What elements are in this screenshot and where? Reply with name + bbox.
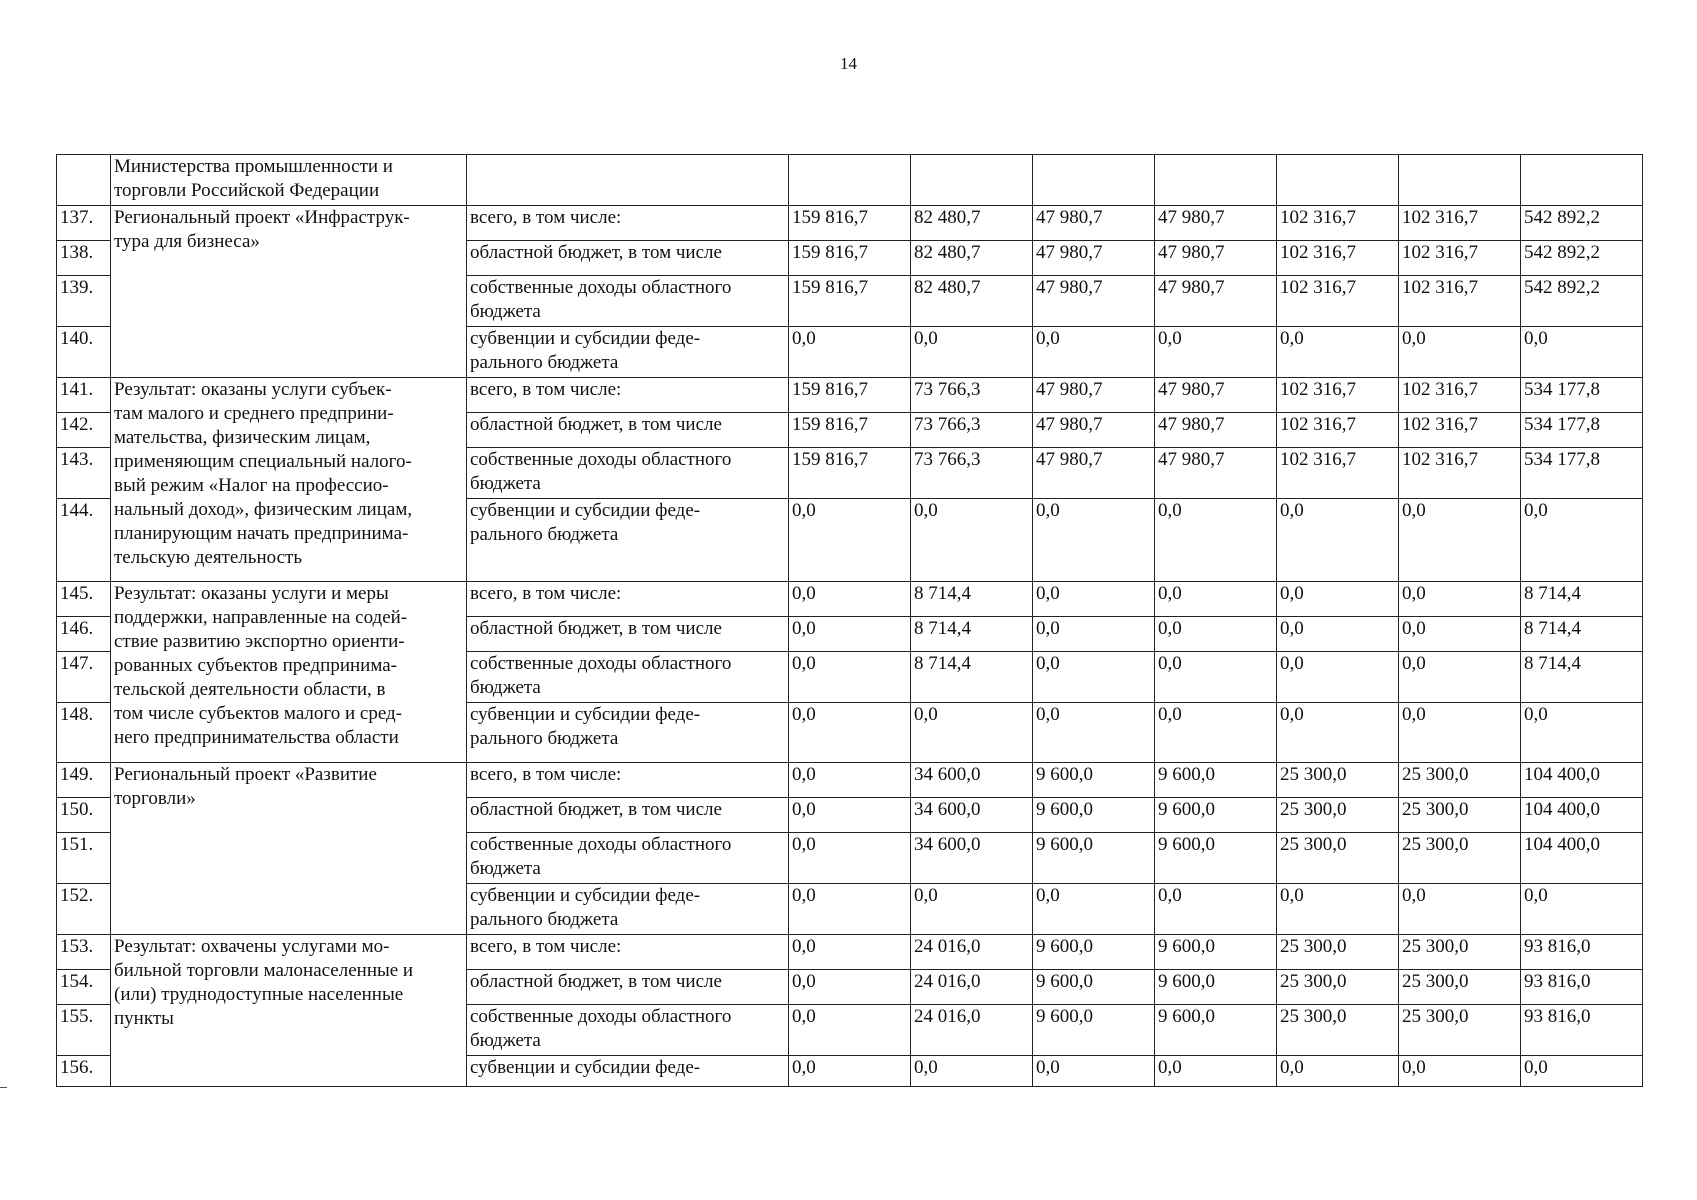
amount-cell: 25 300,0 <box>1277 1005 1399 1056</box>
item-name-cell <box>111 582 467 763</box>
text-line: мательства, физическим лицам, <box>114 427 371 448</box>
amount-cell: 0,0 <box>789 833 911 884</box>
amount-cell: 9 600,0 <box>1155 935 1277 970</box>
text-line: вый режим «Налог на профессио- <box>114 475 389 496</box>
amount-cell: 102 316,7 <box>1277 241 1399 276</box>
text-line: тура для бизнеса» <box>114 231 260 252</box>
amount-cell: 47 980,7 <box>1155 448 1277 499</box>
funding-type-cell <box>467 652 789 703</box>
text-line: рального бюджета <box>470 352 619 373</box>
text-line: субвенции и субсидии феде- <box>470 500 701 521</box>
amount-cell: 102 316,7 <box>1277 206 1399 241</box>
amount-cell: 47 980,7 <box>1155 378 1277 413</box>
empty-cell <box>1521 155 1643 206</box>
amount-cell: 0,0 <box>1399 582 1521 617</box>
table-row <box>57 763 1643 798</box>
funding-type-cell <box>467 206 789 241</box>
amount-cell: 25 300,0 <box>1399 1005 1521 1056</box>
amount-cell: 47 980,7 <box>1033 241 1155 276</box>
text-line: всего, в том числе: <box>470 379 622 400</box>
amount-cell: 9 600,0 <box>1155 970 1277 1005</box>
row-number: 141. <box>57 378 111 413</box>
table-body <box>57 155 1643 1087</box>
amount-cell: 8 714,4 <box>911 617 1033 652</box>
amount-cell: 47 980,7 <box>1033 413 1155 448</box>
amount-cell: 0,0 <box>1155 617 1277 652</box>
item-name-cell <box>111 378 467 582</box>
amount-cell: 0,0 <box>911 499 1033 582</box>
amount-cell: 0,0 <box>1155 652 1277 703</box>
amount-cell: 102 316,7 <box>1277 448 1399 499</box>
amount-cell: 102 316,7 <box>1277 276 1399 327</box>
amount-cell: 0,0 <box>1399 703 1521 763</box>
amount-cell: 0,0 <box>1399 652 1521 703</box>
amount-cell: 0,0 <box>1277 1056 1399 1087</box>
amount-cell: 102 316,7 <box>1399 413 1521 448</box>
row-number: 150. <box>57 798 111 833</box>
text-line: него предпринимательства области <box>114 727 399 748</box>
amount-cell: 0,0 <box>1399 1056 1521 1087</box>
funding-type-cell <box>467 884 789 935</box>
amount-cell: 24 016,0 <box>911 1005 1033 1056</box>
text-line: Региональный проект «Развитие <box>114 764 377 785</box>
amount-cell: 0,0 <box>789 935 911 970</box>
amount-cell: 25 300,0 <box>1277 935 1399 970</box>
amount-cell: 73 766,3 <box>911 378 1033 413</box>
text-line: собственные доходы областного <box>470 653 732 674</box>
amount-cell: 34 600,0 <box>911 833 1033 884</box>
amount-cell: 34 600,0 <box>911 798 1033 833</box>
text-line: бюджета <box>470 473 541 494</box>
text-line: Результат: оказаны услуги и меры <box>114 583 389 604</box>
funding-type-cell <box>467 798 789 833</box>
amount-cell: 25 300,0 <box>1277 763 1399 798</box>
amount-cell: 159 816,7 <box>789 276 911 327</box>
text-line: собственные доходы областного <box>470 1006 732 1027</box>
margin-mark <box>0 1087 7 1088</box>
amount-cell: 9 600,0 <box>1155 833 1277 884</box>
amount-cell: 25 300,0 <box>1277 833 1399 884</box>
funding-type-cell <box>467 276 789 327</box>
empty-cell <box>1277 155 1399 206</box>
amount-cell: 73 766,3 <box>911 413 1033 448</box>
amount-cell: 0,0 <box>1033 703 1155 763</box>
amount-cell: 0,0 <box>1033 582 1155 617</box>
text-line: рального бюджета <box>470 524 619 545</box>
text-line: пункты <box>114 1008 174 1029</box>
row-number: 154. <box>57 970 111 1005</box>
amount-cell: 0,0 <box>789 1056 911 1087</box>
row-number: 144. <box>57 499 111 582</box>
amount-cell: 93 816,0 <box>1521 1005 1643 1056</box>
row-number: 149. <box>57 763 111 798</box>
amount-cell: 73 766,3 <box>911 448 1033 499</box>
empty-cell <box>1399 155 1521 206</box>
amount-cell: 47 980,7 <box>1033 378 1155 413</box>
text-line: бюджета <box>470 301 541 322</box>
amount-cell: 9 600,0 <box>1155 798 1277 833</box>
table-row <box>57 935 1643 970</box>
text-line: областной бюджет, в том числе <box>470 618 722 639</box>
text-line: бюджета <box>470 677 541 698</box>
text-line: Результат: оказаны услуги субъек- <box>114 379 392 400</box>
amount-cell: 0,0 <box>1521 1056 1643 1087</box>
row-number: 155. <box>57 1005 111 1056</box>
text-line: собственные доходы областного <box>470 834 732 855</box>
amount-cell: 9 600,0 <box>1033 763 1155 798</box>
amount-cell: 25 300,0 <box>1399 798 1521 833</box>
amount-cell: 0,0 <box>1155 1056 1277 1087</box>
amount-cell: 25 300,0 <box>1277 798 1399 833</box>
amount-cell: 24 016,0 <box>911 970 1033 1005</box>
text-line: областной бюджет, в том числе <box>470 799 722 820</box>
amount-cell: 9 600,0 <box>1155 1005 1277 1056</box>
funding-type-cell <box>467 378 789 413</box>
text-line: субвенции и субсидии феде- <box>470 885 701 906</box>
amount-cell: 102 316,7 <box>1399 276 1521 327</box>
text-line: рального бюджета <box>470 728 619 749</box>
amount-cell: 25 300,0 <box>1399 935 1521 970</box>
amount-cell: 93 816,0 <box>1521 935 1643 970</box>
text-line: там малого и среднего предприни- <box>114 403 394 424</box>
amount-cell: 542 892,2 <box>1521 206 1643 241</box>
row-number: 142. <box>57 413 111 448</box>
amount-cell: 0,0 <box>911 327 1033 378</box>
row-number: 143. <box>57 448 111 499</box>
amount-cell: 47 980,7 <box>1033 448 1155 499</box>
funding-type-cell <box>467 970 789 1005</box>
row-number: 138. <box>57 241 111 276</box>
amount-cell: 102 316,7 <box>1399 206 1521 241</box>
amount-cell: 8 714,4 <box>911 652 1033 703</box>
text-line: областной бюджет, в том числе <box>470 971 722 992</box>
text-line: рального бюджета <box>470 909 619 930</box>
amount-cell: 159 816,7 <box>789 448 911 499</box>
row-number: 152. <box>57 884 111 935</box>
amount-cell: 0,0 <box>1277 327 1399 378</box>
text-line: областной бюджет, в том числе <box>470 242 722 263</box>
amount-cell: 93 816,0 <box>1521 970 1643 1005</box>
row-number: 145. <box>57 582 111 617</box>
continuation-row <box>57 155 1643 206</box>
text-line: всего, в том числе: <box>470 936 622 957</box>
amount-cell: 9 600,0 <box>1155 763 1277 798</box>
amount-cell: 0,0 <box>1033 1056 1155 1087</box>
amount-cell: 25 300,0 <box>1399 833 1521 884</box>
table-row <box>57 206 1643 241</box>
amount-cell: 0,0 <box>1033 617 1155 652</box>
funding-type-cell <box>467 241 789 276</box>
amount-cell: 47 980,7 <box>1155 241 1277 276</box>
amount-cell: 0,0 <box>1033 652 1155 703</box>
text-line: бильной торговли малонаселенные и <box>114 960 414 981</box>
amount-cell: 102 316,7 <box>1399 448 1521 499</box>
text-line: поддержки, направленные на содей- <box>114 607 408 628</box>
text-line: областной бюджет, в том числе <box>470 414 722 435</box>
text-line: планирующим начать предпринима- <box>114 523 409 544</box>
amount-cell: 0,0 <box>789 617 911 652</box>
amount-cell: 104 400,0 <box>1521 833 1643 884</box>
amount-cell: 0,0 <box>911 1056 1033 1087</box>
amount-cell: 0,0 <box>789 582 911 617</box>
amount-cell: 0,0 <box>789 652 911 703</box>
page-number: 14 <box>840 54 857 73</box>
row-number: 148. <box>57 703 111 763</box>
amount-cell: 104 400,0 <box>1521 763 1643 798</box>
amount-cell: 8 714,4 <box>911 582 1033 617</box>
amount-cell: 0,0 <box>1155 703 1277 763</box>
funding-type-cell <box>467 833 789 884</box>
amount-cell: 0,0 <box>1277 652 1399 703</box>
funding-type-cell <box>467 327 789 378</box>
item-name-cell <box>111 935 467 1087</box>
table-row <box>57 582 1643 617</box>
amount-cell: 0,0 <box>1521 884 1643 935</box>
amount-cell: 9 600,0 <box>1033 833 1155 884</box>
amount-cell: 534 177,8 <box>1521 378 1643 413</box>
amount-cell: 0,0 <box>1155 499 1277 582</box>
text-line: том числе субъектов малого и сред- <box>114 703 402 724</box>
text-line: всего, в том числе: <box>470 764 622 785</box>
funding-type-cell <box>467 499 789 582</box>
text-line: собственные доходы областного <box>470 449 732 470</box>
amount-cell: 0,0 <box>1155 327 1277 378</box>
row-number: 139. <box>57 276 111 327</box>
text-line: собственные доходы областного <box>470 277 732 298</box>
empty-cell <box>1155 155 1277 206</box>
amount-cell: 8 714,4 <box>1521 617 1643 652</box>
row-number: 153. <box>57 935 111 970</box>
amount-cell: 542 892,2 <box>1521 241 1643 276</box>
text-line: тельскую деятельность <box>114 547 302 568</box>
amount-cell: 0,0 <box>1399 499 1521 582</box>
amount-cell: 47 980,7 <box>1155 413 1277 448</box>
text-line: субвенции и субсидии феде- <box>470 328 701 349</box>
amount-cell: 0,0 <box>1277 884 1399 935</box>
amount-cell: 47 980,7 <box>1155 206 1277 241</box>
row-number: 156. <box>57 1056 111 1087</box>
funding-type-cell <box>467 448 789 499</box>
text-line: нальный доход», физическим лицам, <box>114 499 413 520</box>
amount-cell: 9 600,0 <box>1033 970 1155 1005</box>
table-row <box>57 378 1643 413</box>
amount-cell: 0,0 <box>789 763 911 798</box>
funding-type-cell <box>467 763 789 798</box>
text-line: ствие развитию экспортно ориенти- <box>114 631 405 652</box>
amount-cell: 82 480,7 <box>911 276 1033 327</box>
amount-cell: 0,0 <box>1399 617 1521 652</box>
amount-cell: 8 714,4 <box>1521 652 1643 703</box>
amount-cell: 0,0 <box>1277 499 1399 582</box>
text-line: субвенции и субсидии феде- <box>470 704 701 725</box>
amount-cell: 534 177,8 <box>1521 448 1643 499</box>
amount-cell: 0,0 <box>789 1005 911 1056</box>
amount-cell: 0,0 <box>789 499 911 582</box>
row-number: 140. <box>57 327 111 378</box>
amount-cell: 9 600,0 <box>1033 798 1155 833</box>
amount-cell: 0,0 <box>1521 499 1643 582</box>
amount-cell: 0,0 <box>1155 884 1277 935</box>
empty-cell <box>911 155 1033 206</box>
text-line: Министерства промышленности и <box>114 156 393 177</box>
amount-cell: 102 316,7 <box>1399 241 1521 276</box>
amount-cell: 9 600,0 <box>1033 935 1155 970</box>
item-name-cell <box>111 206 467 378</box>
empty-cell <box>467 155 789 206</box>
row-number: 146. <box>57 617 111 652</box>
empty-cell <box>1033 155 1155 206</box>
amount-cell: 8 714,4 <box>1521 582 1643 617</box>
text-line: Региональный проект «Инфраструк- <box>114 207 410 228</box>
amount-cell: 0,0 <box>911 884 1033 935</box>
amount-cell: 0,0 <box>1033 327 1155 378</box>
text-line: тельской деятельности области, в <box>114 679 386 700</box>
funding-type-cell <box>467 413 789 448</box>
amount-cell: 9 600,0 <box>1033 1005 1155 1056</box>
text-line: всего, в том числе: <box>470 583 622 604</box>
amount-cell: 47 980,7 <box>1033 276 1155 327</box>
amount-cell: 159 816,7 <box>789 413 911 448</box>
text-line: всего, в том числе: <box>470 207 622 228</box>
text-line: рованных субъектов предпринима- <box>114 655 397 676</box>
amount-cell: 0,0 <box>1521 327 1643 378</box>
amount-cell: 0,0 <box>1399 327 1521 378</box>
funding-type-cell <box>467 703 789 763</box>
amount-cell: 0,0 <box>1033 499 1155 582</box>
text-line: Результат: охвачены услугами мо- <box>114 936 390 957</box>
amount-cell: 25 300,0 <box>1399 970 1521 1005</box>
amount-cell: 0,0 <box>1155 582 1277 617</box>
amount-cell: 102 316,7 <box>1399 378 1521 413</box>
amount-cell: 47 980,7 <box>1155 276 1277 327</box>
amount-cell: 104 400,0 <box>1521 798 1643 833</box>
funding-type-cell <box>467 935 789 970</box>
text-line: бюджета <box>470 1030 541 1051</box>
amount-cell: 25 300,0 <box>1277 970 1399 1005</box>
text-line: (или) труднодоступные населенные <box>114 984 404 1005</box>
text-line: субвенции и субсидии феде- <box>470 1057 701 1078</box>
funding-type-cell <box>467 582 789 617</box>
amount-cell: 24 016,0 <box>911 935 1033 970</box>
amount-cell: 0,0 <box>1033 884 1155 935</box>
item-name-cell <box>111 155 467 206</box>
amount-cell: 82 480,7 <box>911 206 1033 241</box>
amount-cell: 47 980,7 <box>1033 206 1155 241</box>
amount-cell: 82 480,7 <box>911 241 1033 276</box>
amount-cell: 0,0 <box>789 703 911 763</box>
amount-cell: 159 816,7 <box>789 241 911 276</box>
amount-cell: 0,0 <box>789 884 911 935</box>
amount-cell: 0,0 <box>1277 582 1399 617</box>
amount-cell: 542 892,2 <box>1521 276 1643 327</box>
text-line: торговли» <box>114 788 196 809</box>
row-number: 137. <box>57 206 111 241</box>
amount-cell: 25 300,0 <box>1399 763 1521 798</box>
empty-cell <box>789 155 911 206</box>
amount-cell: 0,0 <box>1277 703 1399 763</box>
text-line: применяющим специальный налого- <box>114 451 412 472</box>
amount-cell: 0,0 <box>1399 884 1521 935</box>
amount-cell: 159 816,7 <box>789 206 911 241</box>
budget-table <box>56 154 1643 1087</box>
amount-cell: 0,0 <box>1277 617 1399 652</box>
funding-type-cell <box>467 1056 789 1087</box>
empty-cell <box>57 155 111 206</box>
amount-cell: 0,0 <box>789 970 911 1005</box>
amount-cell: 0,0 <box>789 327 911 378</box>
amount-cell: 34 600,0 <box>911 763 1033 798</box>
funding-type-cell <box>467 617 789 652</box>
row-number: 147. <box>57 652 111 703</box>
amount-cell: 0,0 <box>911 703 1033 763</box>
funding-type-cell <box>467 1005 789 1056</box>
amount-cell: 102 316,7 <box>1277 378 1399 413</box>
amount-cell: 102 316,7 <box>1277 413 1399 448</box>
amount-cell: 0,0 <box>789 798 911 833</box>
text-line: торговли Российской Федерации <box>114 180 380 201</box>
row-number: 151. <box>57 833 111 884</box>
amount-cell: 159 816,7 <box>789 378 911 413</box>
amount-cell: 0,0 <box>1521 703 1643 763</box>
amount-cell: 534 177,8 <box>1521 413 1643 448</box>
text-line: бюджета <box>470 858 541 879</box>
item-name-cell <box>111 763 467 935</box>
